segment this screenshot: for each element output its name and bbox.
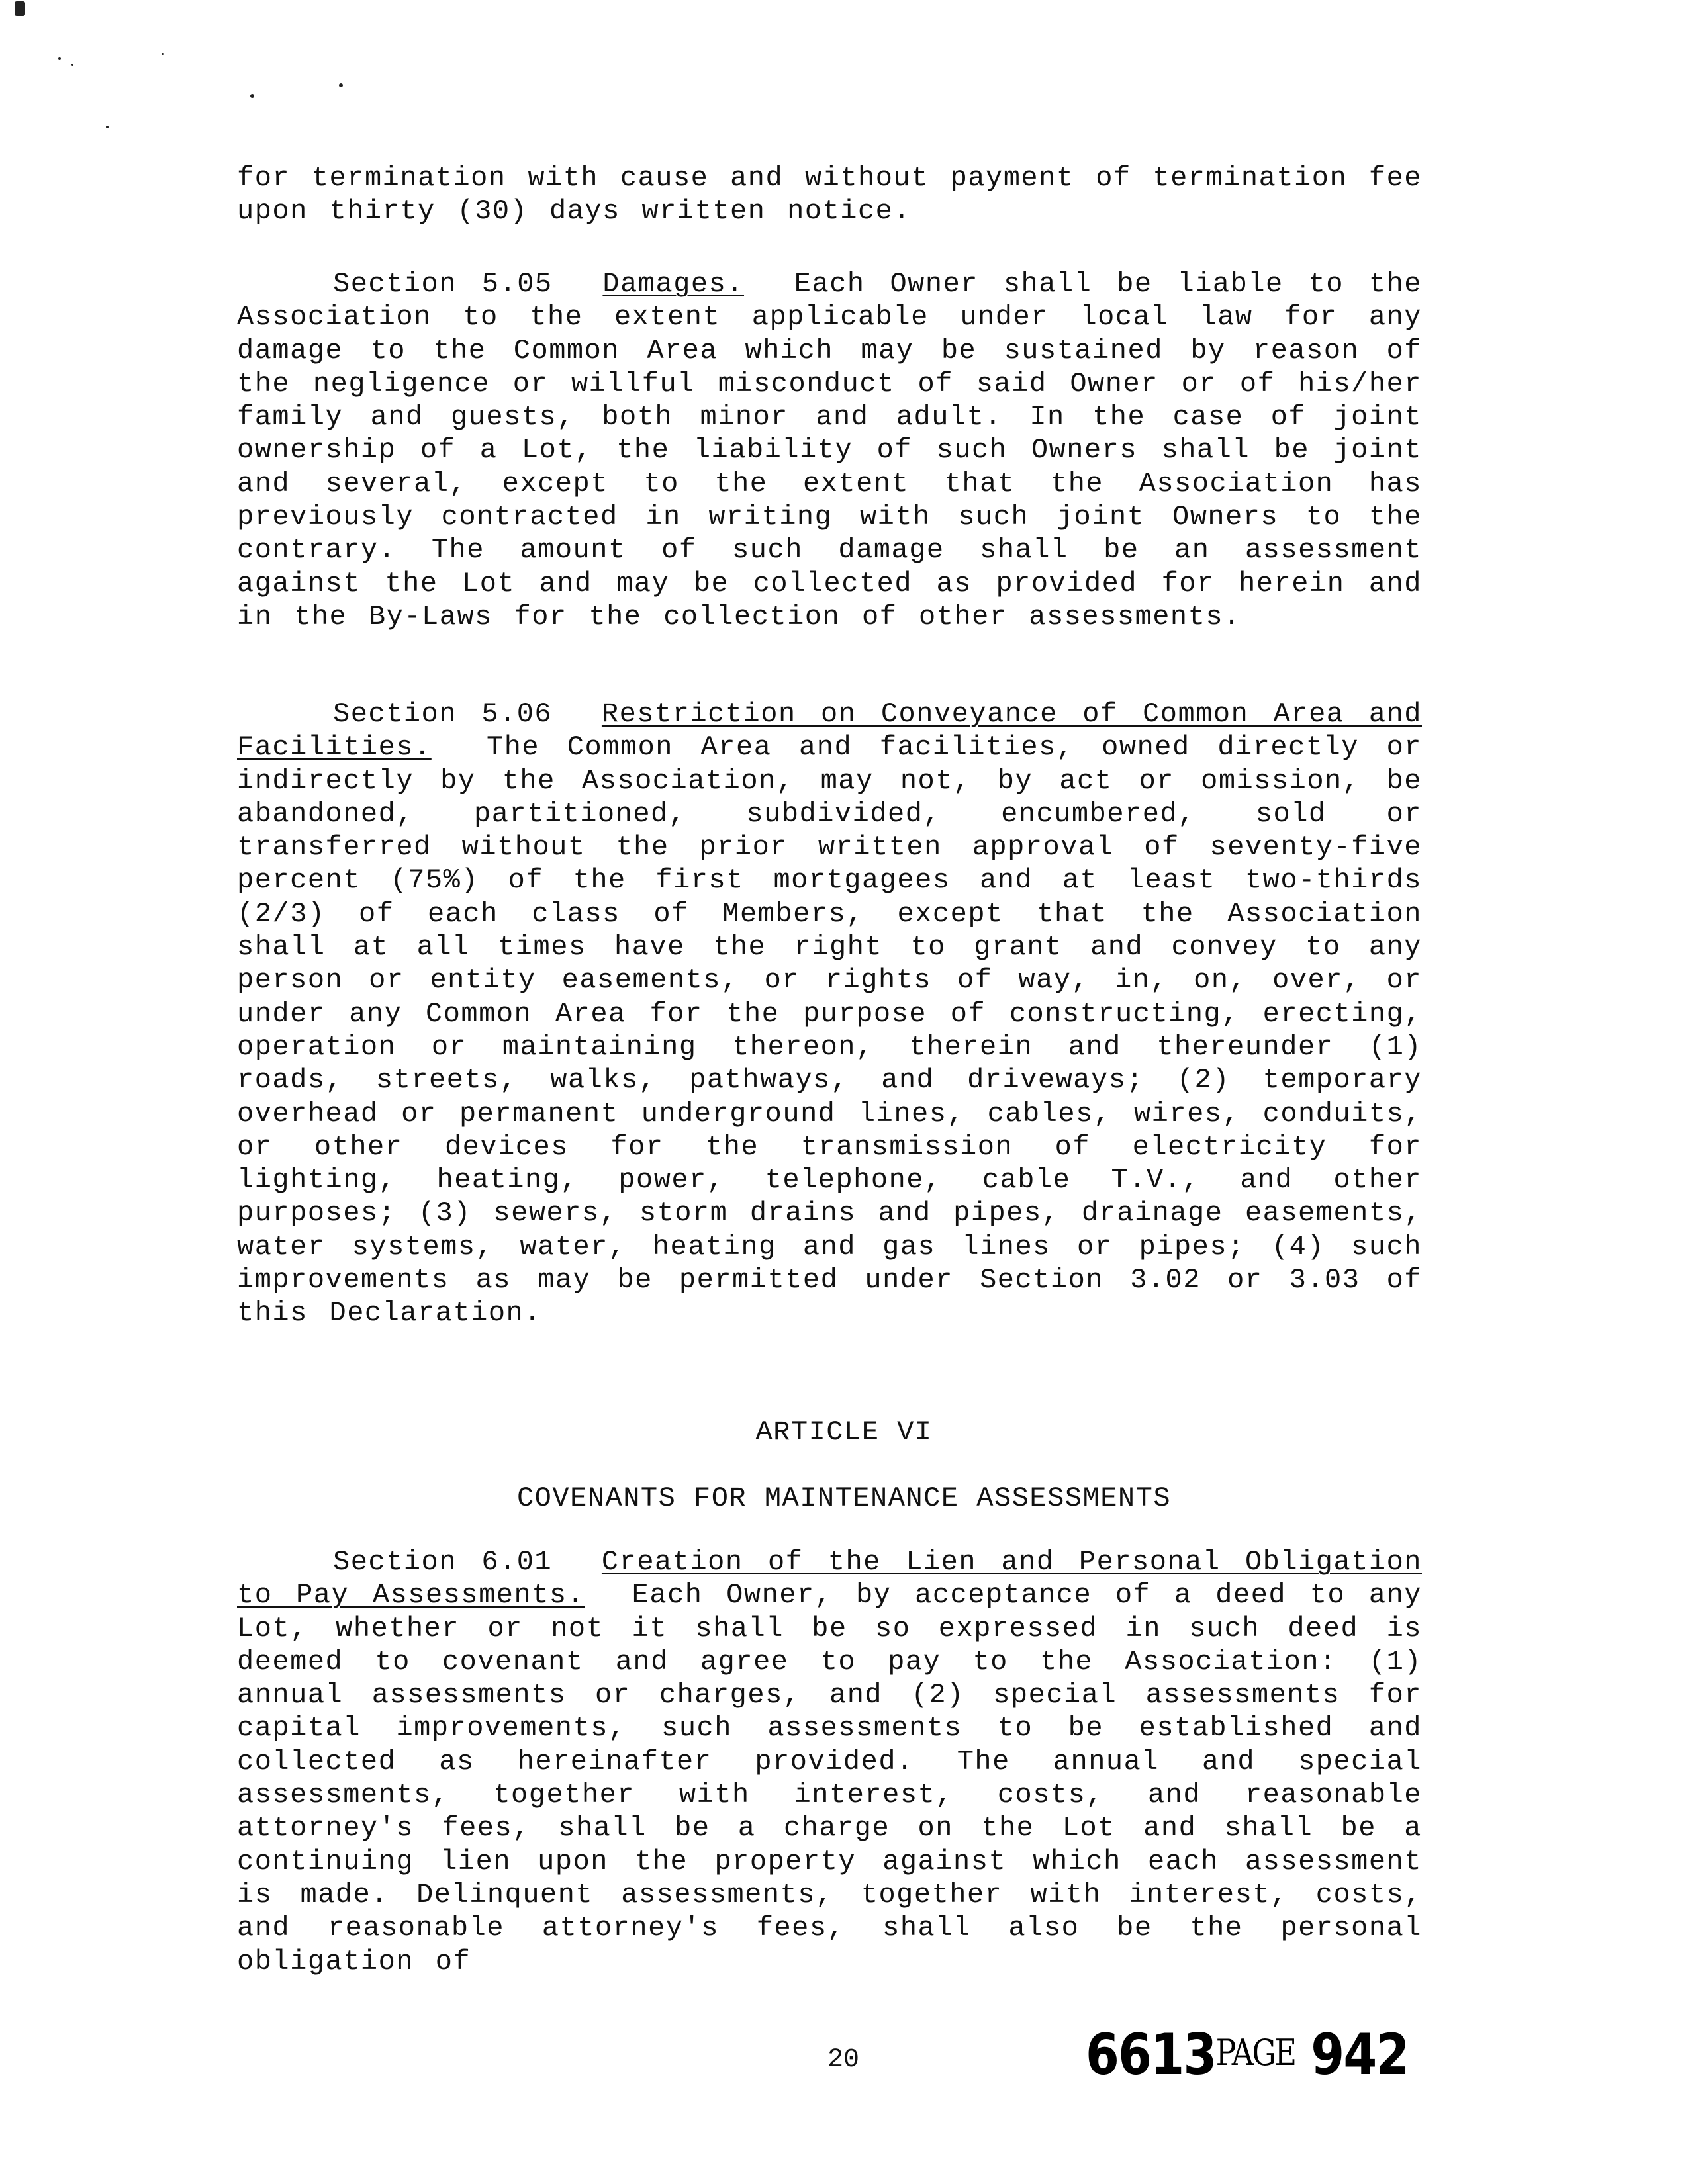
- recorded-page-number: 942: [1311, 2022, 1409, 2088]
- section-body: The Common Area and facilities, owned directly or indirectly by the Association, may not, by act or omission, be abandoned, partitioned, subdivided, encumbered, sold or transferred without the prior written approval of seventy-five percent (75%) of the first mortgagees and at least two-thirds (2/3) of each class of Members, except that the Association shall at all times have the right to grant and convey to any person or entity easements, or rights of way, in, on, over, or under any Common Area for the purpose of constructing, erecting, operation or maintaining thereon, therein and thereunder (1) roads, streets, walks, pathways, and driveways; (2) temporary overhead or permanent underground lines, cables, wires, conduits, or other devices for the transmission of electricity for lighting, heating, power, telephone, cable T.V., and other purposes; (3) sewers, storm drains and pipes, drainage easements, water systems, water, heating and gas lines or pipes; (4) such improvements as may be permitted under Section 3.02 or 3.03 of this Declaration.: [237, 731, 1422, 1330]
- section-number: Section 5.05: [333, 268, 553, 300]
- scan-speck: [250, 94, 254, 98]
- section-heading: Restriction on Conveyance of Common Area and Facilities.: [237, 698, 1422, 764]
- section-number: Section 5.06: [333, 698, 553, 730]
- scan-speck: [71, 64, 73, 66]
- scan-speck: [339, 83, 343, 87]
- article-number: ARTICLE VI: [755, 1416, 933, 1448]
- continuation-paragraph: [237, 161, 1422, 228]
- scan-speck: [106, 126, 109, 128]
- section-number: Section 6.01: [333, 1546, 553, 1578]
- scan-mark: [15, 1, 25, 16]
- page-number: 20: [827, 2045, 860, 2075]
- page-label: PAGE: [1215, 2032, 1295, 2073]
- section-5-06: [237, 698, 1422, 1330]
- section-heading: Creation of the Lien and Personal Obligation to Pay Assessments.: [237, 1546, 1422, 1612]
- section-body: Each Owner shall be liable to the Association to the extent applicable under local law for any damage to the Common Area which may be sustained by reason of the negligence or willful misconduct of said Owner or of his/her family and guests, both minor and adult. In the case of joint ownership of a Lot, the liability of such Owners shall be joint and several, except to the extent that the Association has previously contracted in writing with such joint Owners to the contrary. The amount of such damage shall be an assessment against the Lot and may be collected as provided for herein and in the By-Laws for the collection of other assessments.: [237, 268, 1422, 633]
- section-heading: Damages.: [602, 268, 745, 300]
- scan-speck: [162, 53, 164, 55]
- book-number: 6613: [1086, 2022, 1216, 2088]
- scan-speck: [58, 57, 61, 60]
- section-6-01: [237, 1545, 1422, 1978]
- recording-stamp: [1086, 2022, 1409, 2088]
- section-5-05: [237, 267, 1422, 633]
- continuation-text: for termination with cause and without payment of termination fee upon thirty (30) days written notice.: [237, 162, 1422, 228]
- article-title: COVENANTS FOR MAINTENANCE ASSESSMENTS: [516, 1482, 1172, 1514]
- section-body: Each Owner, by acceptance of a deed to any Lot, whether or not it shall be so expressed in such deed is deemed to covenant and agree to pay to the Association: (1) annual assessments or charges, and (2) special assessments for capital improvements, such assessments to be established and collected as hereinafter provided. The annual and special assessments, together with interest, costs, and reasonable attorney's fees, shall be a charge on the Lot and shall be a continuing lien upon the property against which each assessment is made. Delinquent assessments, together with interest, costs, and reasonable attorney's fees, shall also be the personal obligation of: [237, 1579, 1422, 1978]
